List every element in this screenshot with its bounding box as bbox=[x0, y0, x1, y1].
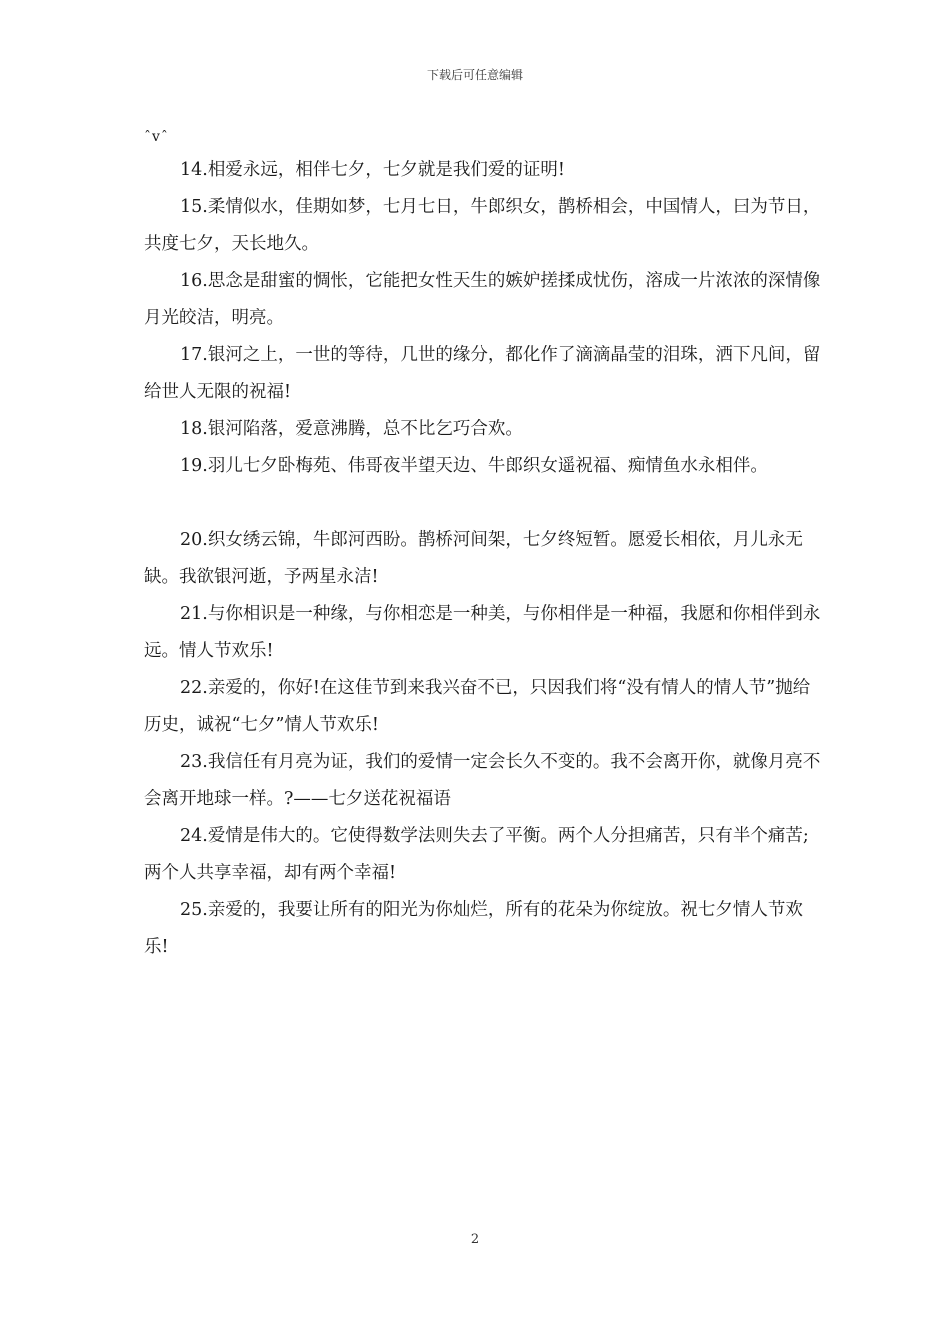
blank-line bbox=[144, 485, 824, 522]
paragraph-21: 21.与你相识是一种缘，与你相恋是一种美，与你相伴是一种福，我愿和你相伴到永远。情人节欢乐! bbox=[144, 604, 821, 661]
paragraph-20: 20.织女绣云锦，牛郎河西盼。鹊桥河间架，七夕终短暂。愿爱长相依，月儿永无缺。我欲银河逝，予两星永洁! bbox=[144, 530, 803, 587]
emoticon-text: ˆvˆ bbox=[144, 129, 169, 145]
paragraph-16: 16.思念是甜蜜的惆怅，它能把女性天生的嫉妒搓揉成忧伤，溶成一片浓浓的深情像月光皎洁，明亮。 bbox=[144, 271, 821, 328]
paragraph-24: 24.爱情是伟大的。它使得数学法则失去了平衡。两个人分担痛苦，只有半个痛苦;两个人共享幸福，却有两个幸福! bbox=[144, 826, 809, 883]
paragraph-19: 19.羽儿七夕卧梅苑、伟哥夜半望天边、牛郎织女遥祝福、痴情鱼水永相伴。 bbox=[180, 456, 768, 476]
paragraph-22: 22.亲爱的，你好!在这佳节到来我兴奋不已，只因我们将“没有情人的情人节”抛给历史，诚祝“七夕”情人节欢乐! bbox=[144, 678, 811, 735]
paragraph-25: 25.亲爱的，我要让所有的阳光为你灿烂，所有的花朵为你绽放。祝七夕情人节欢乐! bbox=[144, 900, 803, 957]
paragraph-18: 18.银河陷落，爱意沸腾，总不比乞巧合欢。 bbox=[180, 419, 523, 439]
paragraph-17: 17.银河之上，一世的等待，几世的缘分，都化作了滴滴晶莹的泪珠，洒下凡间，留给世人无限的祝福! bbox=[144, 345, 821, 402]
page-header: 下载后可任意编辑 bbox=[426, 68, 523, 82]
page-number: 2 bbox=[470, 1232, 480, 1247]
paragraph-23: 23.我信任有月亮为证，我们的爱情一定会长久不变的。我不会离开你，就像月亮不会离开地球一样。?——七夕送花祝福语 bbox=[144, 752, 821, 809]
paragraph-15: 15.柔情似水，佳期如梦，七月七日，牛郎织女，鹊桥相会，中国情人，曰为节日，共度七夕，天长地久。 bbox=[144, 197, 821, 254]
paragraph-14: 14.相爱永远，相伴七夕，七夕就是我们爱的证明! bbox=[180, 160, 565, 180]
document-body bbox=[144, 122, 824, 966]
